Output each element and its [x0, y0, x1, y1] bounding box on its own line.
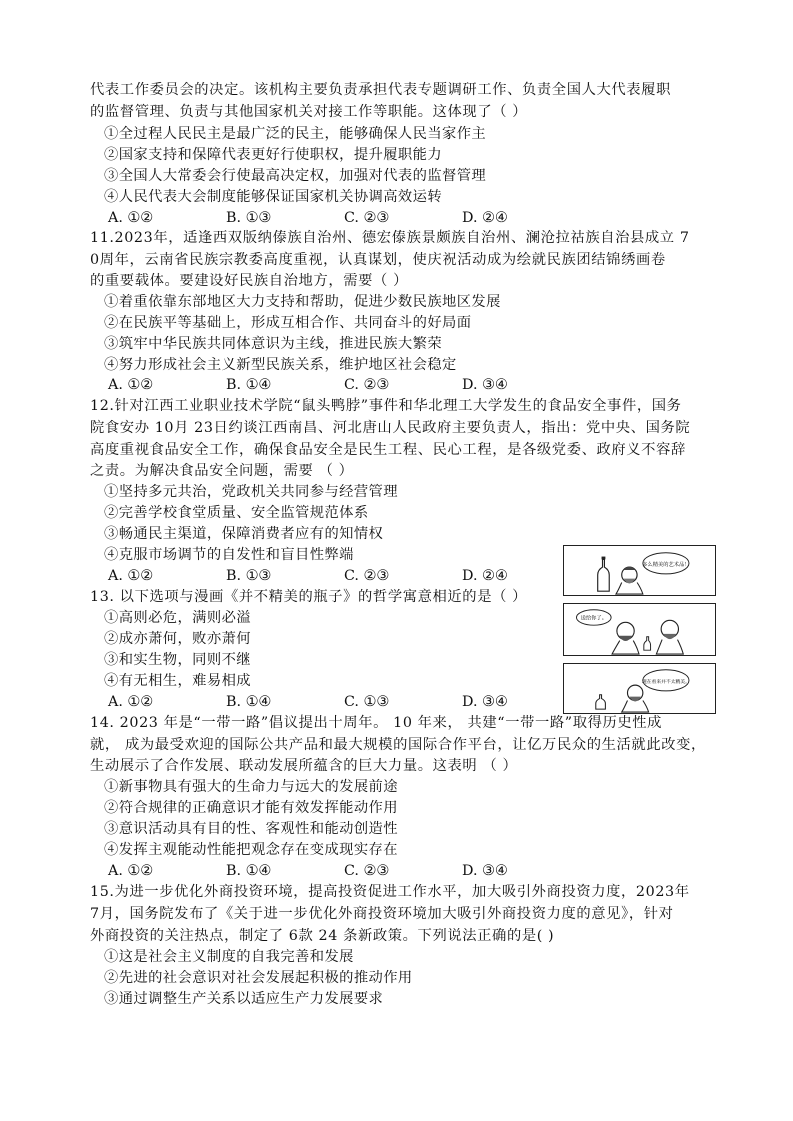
- answer-choice: C. ②③: [344, 377, 390, 393]
- statement-option: ③全国人大常委会行使最高决定权，加强对代表的监督管理: [104, 168, 487, 184]
- statement-option: ①全过程人民民主是最广泛的民主，能够确保人民当家作主: [104, 126, 487, 142]
- answer-choices: [108, 861, 580, 881]
- answer-choices: [108, 375, 580, 395]
- cartoon-panel-2: [563, 603, 716, 656]
- question-text-line: 14. 2023 年是“一带一路”倡议提出十周年。 10 年来， 共建“一带一路”取得历史性成: [90, 715, 663, 731]
- answer-choice: D. ②④: [462, 210, 508, 226]
- answer-choice: D. ②④: [462, 568, 508, 584]
- statement-option: ①着重依靠东部地区大力支持和帮助，促进少数民族地区发展: [104, 294, 501, 310]
- statement-option: ③通过调整生产关系以适应生产力发展要求: [104, 991, 384, 1007]
- statement-option: ②完善学校食堂质量、安全监管规范体系: [104, 505, 369, 521]
- answer-choice: C. ②③: [344, 568, 390, 584]
- answer-choice: B. ①③: [226, 210, 272, 226]
- question-text-line: 生动展示了合作发展、联动发展所蕴含的巨大力量。这表明 （ ）: [90, 758, 518, 774]
- statement-option: ①高则必危，满则必溢: [104, 610, 251, 626]
- question-text-line: 代表工作委员会的决定。该机构主要负责承担代表专题调研工作、负责全国人大代表履职: [90, 82, 671, 98]
- statement-option: ②国家支持和保障代表更好行使职权，提升履职能力: [104, 147, 443, 163]
- answer-choice: A. ①②: [108, 210, 154, 226]
- statement-option: ③畅通民主渠道，保障消费者应有的知情权: [104, 526, 384, 542]
- question-text-line: 就， 成为最受欢迎的国际公共产品和最大规模的国际合作平台，让亿万民众的生活就此改变，: [90, 737, 706, 753]
- statement-option: ③筑牢中华民族共同体意识为主线，推进民族大繁荣: [104, 336, 443, 352]
- answer-choice: B. ①④: [226, 694, 272, 710]
- answer-choice: A. ①②: [108, 568, 154, 584]
- question-text-line: 外商投资的关注热点，制定了 6款 24 条新政策。下列说法正确的是( ): [90, 928, 555, 944]
- answer-choice: A. ①②: [108, 377, 154, 393]
- answer-choice: D. ③④: [462, 694, 508, 710]
- question-text-line: 12.针对江西工业职业技术学院“鼠头鸭脖”事件和华北理工大学发生的食品安全事件，国务: [90, 398, 682, 414]
- answer-choice: B. ①④: [226, 863, 272, 879]
- statement-option: ②在民族平等基础上，形成互相合作、共同奋斗的好局面: [104, 315, 472, 331]
- answer-choice: D. ③④: [462, 377, 508, 393]
- statement-option: ③意识活动具有目的性、客观性和能动创造性: [104, 821, 398, 837]
- cartoon-caption-1: 多么精美的艺术品！: [642, 562, 690, 569]
- answer-choice: C. ①③: [344, 694, 390, 710]
- question-text-line: 高度重视食品安全工作，确保食品安全是民生工程、民心工程，是各级党委、政府义不容辞: [90, 442, 686, 458]
- answer-choice: C. ②③: [344, 210, 390, 226]
- question-text-line: 15.为进一步优化外商投资环境，提高投资促进工作水平，加大吸引外商投资力度，2023年: [90, 884, 690, 900]
- question-text-line: 的监督管理、负责与其他国家机关对接工作等职能。这体现了（ ）: [90, 104, 528, 120]
- statement-option: ①坚持多元共治，党政机关共同参与经营管理: [104, 484, 398, 500]
- answer-choice: D. ③④: [462, 863, 508, 879]
- answer-choice: B. ①④: [226, 377, 272, 393]
- question-text-line: 7月，国务院发布了《关于进一步优化外商投资环境加大吸引外商投资力度的意见》，针对: [90, 906, 674, 922]
- statement-option: ②符合规律的正确意识才能有效发挥能动作用: [104, 800, 398, 816]
- statement-option: ②先进的社会意识对社会发展起积极的推动作用: [104, 970, 413, 986]
- statement-option: ④有无相生，难易相成: [104, 673, 251, 689]
- question-text-line: 院食安办 10月 23日约谈江西南昌、河北唐山人民政府主要负责人，指出：党中央、国务院: [90, 420, 691, 436]
- statement-option: ②成亦萧何，败亦萧何: [104, 631, 251, 647]
- cartoon-caption-2: 送给你了。: [580, 615, 607, 622]
- answer-choice: A. ①②: [108, 694, 154, 710]
- statement-option: ①新事物具有强大的生命力与远大的发展前途: [104, 779, 398, 795]
- cartoon-panel-3: [563, 663, 716, 714]
- statement-option: ④克服市场调节的自发性和盲目性弊端: [104, 547, 354, 563]
- answer-choices: [108, 208, 580, 228]
- question-text-line: 11.2023年，适逢西双版纳傣族自治州、德宏傣族景颇族自治州、澜沧拉祜族自治县成立 7: [90, 230, 690, 246]
- statement-option: ③和实生物，同则不继: [104, 652, 251, 668]
- statement-option: ④人民代表大会制度能够保证国家机关协调高效运转: [104, 189, 443, 205]
- answer-choices: [108, 566, 580, 586]
- question-text-line: 0周年，云南省民族宗教委高度重视，认真谋划，使庆祝活动成为绘就民族团结锦绣画卷: [90, 252, 666, 268]
- statement-option: ①这是社会主义制度的自我完善和发展: [104, 949, 354, 965]
- answer-choice: B. ①③: [226, 568, 272, 584]
- answer-choice: A. ①②: [108, 863, 154, 879]
- question-text-line: 的重要载体。要建设好民族自治地方，需要（ ）: [90, 273, 408, 289]
- answer-choice: C. ②③: [344, 863, 390, 879]
- statement-option: ④发挥主观能动性能把观念存在变成现实存在: [104, 842, 398, 858]
- question-text-line: 之责。为解决食品安全问题，需要 （ ）: [90, 463, 354, 479]
- cartoon-caption-3: 现在看来并不太精美。: [641, 680, 690, 686]
- statement-option: ④努力形成社会主义新型民族关系，维护地区社会稳定: [104, 357, 457, 373]
- answer-choices: [108, 692, 580, 712]
- question-text-line: 13. 以下选项与漫画《并不精美的瓶子》的哲学寓意相近的是（ ）: [90, 589, 528, 605]
- cartoon-panel-1: [563, 545, 716, 596]
